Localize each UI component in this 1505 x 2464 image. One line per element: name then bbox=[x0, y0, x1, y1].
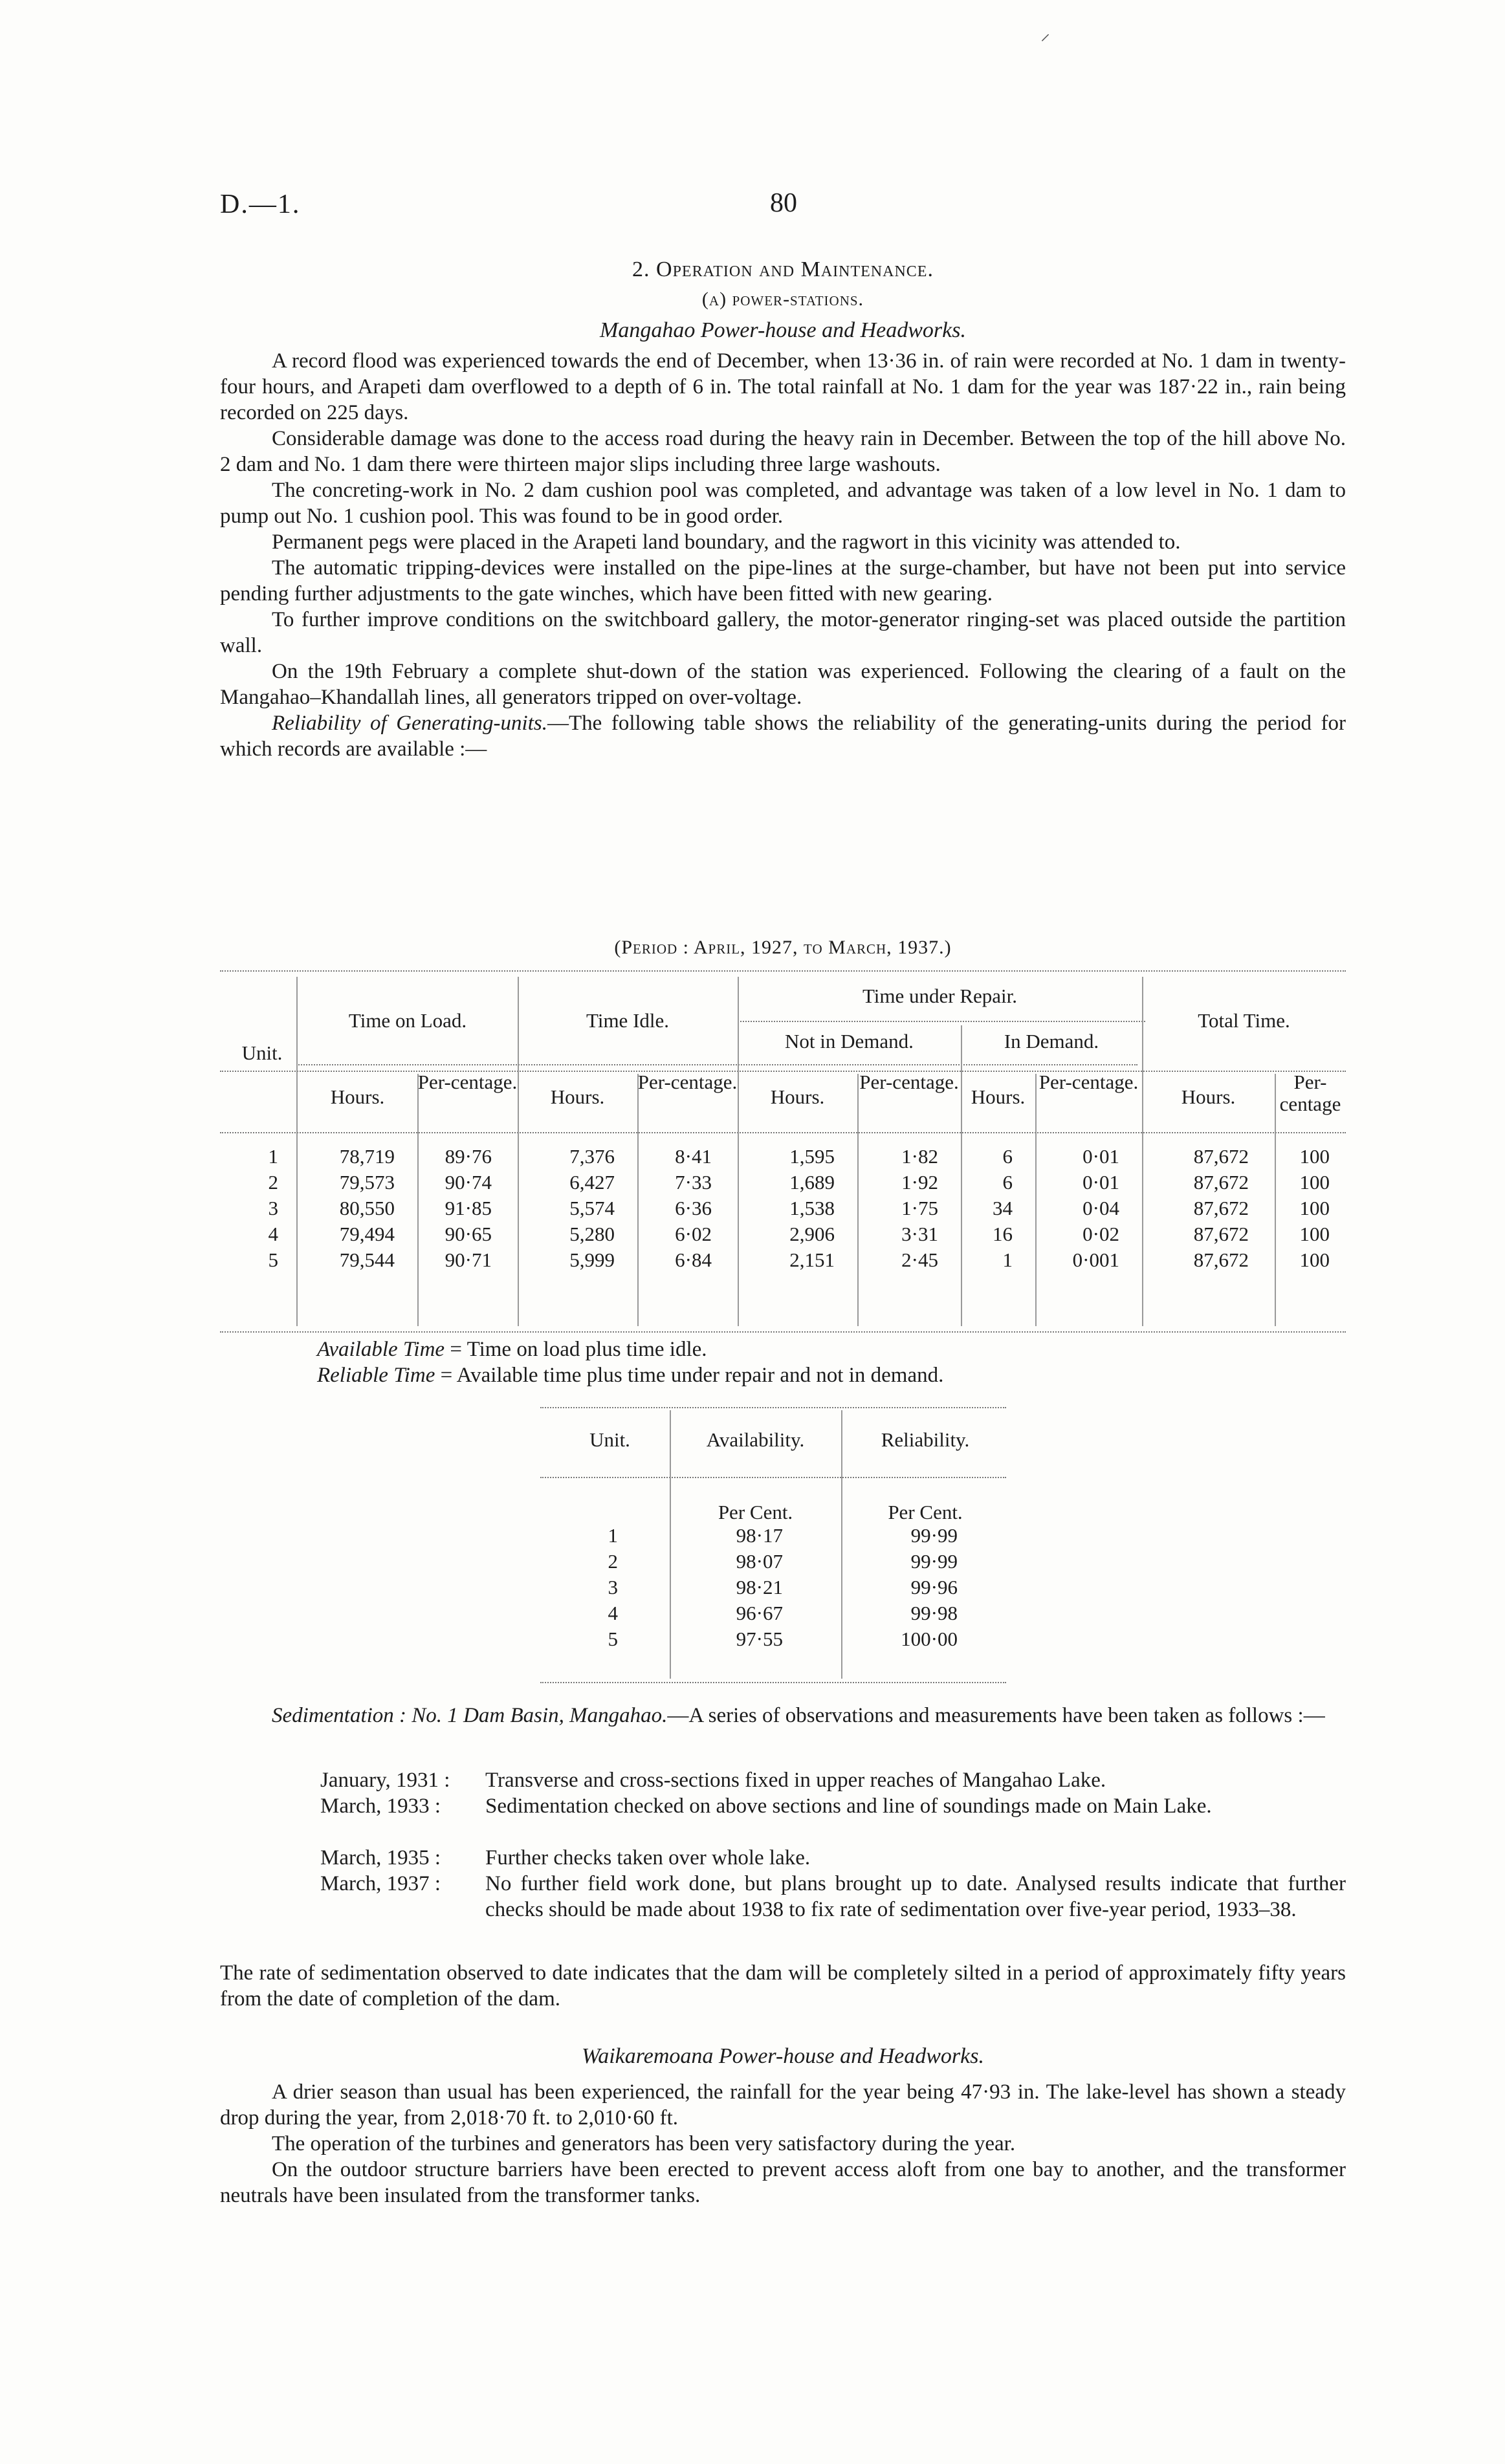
t1-cell-hours-idle: 5,280 bbox=[569, 1223, 615, 1245]
paragraph: A drier season than usual has been experienced, the rainfall for the year being 47·93 in. The lake-level has shown a steady drop during the year, from 2,018·70 ft. to 2,010·60 ft. bbox=[220, 2080, 1346, 2130]
t1-cell-pct-indemand: 0·02 bbox=[1082, 1223, 1119, 1245]
t2-unit-reliability: Per Cent. bbox=[888, 1501, 963, 1523]
page-number: 80 bbox=[770, 188, 797, 218]
paragraph: On the outdoor structure barriers have been erected to prevent access aloft from one bay to another, and the transformer neutrals have been insulated from the transformer tanks. bbox=[220, 2158, 1346, 2207]
sub-hours: Hours. bbox=[1181, 1085, 1236, 1108]
sed-text: Further checks taken over whole lake. bbox=[485, 1846, 811, 1870]
sedimentation-intro-text: —A series of observations and measurements have been taken as follows :— bbox=[667, 1704, 1325, 1727]
t1-cell-hours-load: 80,550 bbox=[339, 1197, 395, 1219]
t1-cell-pct-notdemand: 1·92 bbox=[901, 1171, 938, 1194]
sub-hours: Hours. bbox=[971, 1085, 1026, 1108]
t2-cell-reliability: 99·99 bbox=[910, 1524, 958, 1547]
sub-percentage: Per-centage. bbox=[859, 1071, 959, 1093]
paragraph: On the 19th February a complete shut-down of the station was experienced. Following the clearing of a fault on the Mangahao–Khandallah lines, all generators tripped on over-voltage. bbox=[220, 660, 1346, 709]
sedimentation-conclusion bbox=[220, 1960, 1346, 2012]
t1-cell-pct-notdemand: 1·82 bbox=[901, 1145, 938, 1168]
t1-cell-hours-idle: 5,999 bbox=[569, 1248, 615, 1271]
sub-percentage: Per-centage. bbox=[637, 1071, 738, 1093]
t1-cell-pct-load: 90·74 bbox=[445, 1171, 492, 1194]
t1-cell-hours-indemand: 6 bbox=[1002, 1171, 1013, 1194]
t1-cell-hours-idle: 6,427 bbox=[569, 1171, 615, 1194]
definition-available bbox=[317, 1336, 707, 1362]
t2-cell-unit: 3 bbox=[608, 1576, 618, 1598]
col-time-on-load: Time on Load. bbox=[348, 1009, 467, 1032]
t2-cell-availability: 98·21 bbox=[736, 1576, 783, 1598]
sub-percentage: Per-centage bbox=[1279, 1071, 1341, 1115]
t2-cell-availability: 97·55 bbox=[736, 1628, 783, 1650]
t1-cell-hours-total: 87,672 bbox=[1193, 1171, 1249, 1194]
corner-mark: ⸍ bbox=[1040, 31, 1050, 52]
t1-cell-pct-total: 100 bbox=[1299, 1145, 1330, 1168]
t1-cell-pct-notdemand: 1·75 bbox=[901, 1197, 938, 1219]
t1-cell-pct-total: 100 bbox=[1299, 1197, 1330, 1219]
paragraph-sedimentation bbox=[220, 1703, 1346, 1728]
waikaremoana-title: Waikaremoana Power-house and Headworks. bbox=[582, 2044, 984, 2068]
t1-cell-hours-total: 87,672 bbox=[1193, 1145, 1249, 1168]
t1-cell-hours-indemand: 1 bbox=[1002, 1248, 1013, 1271]
mangahao-text bbox=[220, 348, 1346, 762]
sed-date: March, 1935 : bbox=[320, 1846, 441, 1870]
t1-cell-hours-indemand: 6 bbox=[1002, 1145, 1013, 1168]
t2-cell-availability: 96·67 bbox=[736, 1602, 783, 1624]
t2-col-reliability: Reliability. bbox=[881, 1428, 970, 1451]
t1-cell-pct-idle: 6·84 bbox=[675, 1248, 712, 1271]
paragraph-reliability bbox=[220, 710, 1346, 762]
t2-cell-availability: 98·17 bbox=[736, 1524, 783, 1547]
t1-cell-unit: 2 bbox=[268, 1171, 278, 1194]
t1-cell-hours-total: 87,672 bbox=[1193, 1197, 1249, 1219]
t1-cell-hours-total: 87,672 bbox=[1193, 1223, 1249, 1245]
t2-cell-unit: 5 bbox=[608, 1628, 618, 1650]
t1-cell-hours-load: 78,719 bbox=[339, 1145, 395, 1168]
t1-cell-pct-idle: 8·41 bbox=[675, 1145, 712, 1168]
definition-text: = Available time plus time under repair and not in demand. bbox=[435, 1364, 944, 1387]
t1-cell-pct-load: 91·85 bbox=[445, 1197, 492, 1219]
sedimentation-heading: Sedimentation : No. 1 Dam Basin, Mangahao. bbox=[272, 1704, 668, 1727]
section-title: 2. Operation and Maintenance. bbox=[632, 257, 934, 281]
sed-date: March, 1933 : bbox=[320, 1794, 441, 1818]
sedimentation-intro bbox=[220, 1703, 1346, 1728]
t1-cell-hours-idle: 5,574 bbox=[569, 1197, 615, 1219]
t1-cell-pct-notdemand: 2·45 bbox=[901, 1248, 938, 1271]
sed-text-span: Sedimentation checked on above sections and line of soundings made on Main Lake. bbox=[485, 1794, 1212, 1818]
t1-cell-hours-indemand: 16 bbox=[993, 1223, 1013, 1245]
t1-cell-pct-indemand: 0·01 bbox=[1082, 1171, 1119, 1194]
t2-cell-unit: 2 bbox=[608, 1550, 618, 1573]
t1-cell-unit: 1 bbox=[268, 1145, 278, 1168]
paragraph: To further improve conditions on the switchboard gallery, the motor-generator ringing-set was placed outside the partition wall. bbox=[220, 608, 1346, 657]
t1-cell-pct-notdemand: 3·31 bbox=[901, 1223, 938, 1245]
reliability-intro-text: —The following table shows the reliability of the generating-units during the period for which records are available :— bbox=[220, 712, 1346, 761]
sub-percentage: Per-centage. bbox=[417, 1071, 518, 1093]
t2-cell-reliability: 100·00 bbox=[901, 1628, 958, 1650]
t2-cell-reliability: 99·98 bbox=[910, 1602, 958, 1624]
t1-cell-pct-load: 90·65 bbox=[445, 1223, 492, 1245]
paragraph: The concreting-work in No. 2 dam cushion pool was completed, and advantage was taken of a low level in No. 1 dam to pump out No. 1 cushion pool. This was found to be in good order. bbox=[220, 479, 1346, 528]
t1-cell-pct-indemand: 0·01 bbox=[1082, 1145, 1119, 1168]
sed-text bbox=[485, 1793, 1346, 1819]
subsection-title: (a) power-stations. bbox=[701, 289, 864, 310]
waikaremoana-text bbox=[220, 2079, 1346, 2208]
t1-cell-pct-total: 100 bbox=[1299, 1171, 1330, 1194]
t2-unit-availability: Per Cent. bbox=[718, 1501, 793, 1523]
sub-hours: Hours. bbox=[330, 1085, 385, 1108]
t1-cell-hours-notdemand: 1,595 bbox=[789, 1145, 835, 1168]
t1-cell-hours-notdemand: 2,906 bbox=[789, 1223, 835, 1245]
t1-cell-hours-idle: 7,376 bbox=[569, 1145, 615, 1168]
sub-hours: Hours. bbox=[770, 1085, 825, 1108]
sed-text bbox=[485, 1871, 1346, 1923]
col-time-under-repair: Time under Repair. bbox=[862, 985, 1018, 1007]
t1-cell-hours-indemand: 34 bbox=[993, 1197, 1013, 1219]
t2-cell-unit: 1 bbox=[608, 1524, 618, 1547]
t1-cell-hours-notdemand: 1,538 bbox=[789, 1197, 835, 1219]
t2-col-unit: Unit. bbox=[589, 1428, 630, 1451]
t1-cell-pct-indemand: 0·001 bbox=[1072, 1248, 1119, 1271]
t1-cell-hours-notdemand: 1,689 bbox=[789, 1171, 835, 1194]
t1-cell-pct-idle: 6·36 bbox=[675, 1197, 712, 1219]
t1-cell-pct-idle: 7·33 bbox=[675, 1171, 712, 1194]
definition-text: = Time on load plus time idle. bbox=[445, 1338, 707, 1361]
sub-percentage: Per-centage. bbox=[1038, 1071, 1139, 1093]
t1-cell-unit: 5 bbox=[268, 1248, 278, 1271]
t1-cell-pct-load: 90·71 bbox=[445, 1248, 492, 1271]
t1-cell-hours-load: 79,573 bbox=[339, 1171, 395, 1194]
definition-term: Reliable Time bbox=[317, 1364, 435, 1387]
t2-col-availability: Availability. bbox=[706, 1428, 805, 1451]
definition-reliable bbox=[317, 1362, 943, 1388]
t1-cell-pct-total: 100 bbox=[1299, 1223, 1330, 1245]
sed-date: March, 1937 : bbox=[320, 1872, 441, 1895]
col-in-demand: In Demand. bbox=[1004, 1030, 1099, 1052]
paragraph: The rate of sedimentation observed to date indicates that the dam will be completely silted in a period of approximately fifty years from the date of completion of the dam. bbox=[220, 1961, 1346, 2011]
t2-cell-reliability: 99·96 bbox=[910, 1576, 958, 1598]
t1-cell-pct-load: 89·76 bbox=[445, 1145, 492, 1168]
t1-cell-unit: 4 bbox=[268, 1223, 278, 1245]
t1-cell-hours-total: 87,672 bbox=[1193, 1248, 1249, 1271]
t1-cell-pct-total: 100 bbox=[1299, 1248, 1330, 1271]
sed-text-span: No further field work done, but plans brought up to date. Analysed results indicate that further checks should be made about 1938 to fix rate of sedimentation over five-year period, 1933–38. bbox=[485, 1872, 1346, 1921]
paragraph: The operation of the turbines and generators has been very satisfactory during the year. bbox=[272, 2132, 1016, 2155]
t2-cell-reliability: 99·99 bbox=[910, 1550, 958, 1573]
t1-cell-pct-idle: 6·02 bbox=[675, 1223, 712, 1245]
t1-cell-hours-notdemand: 2,151 bbox=[789, 1248, 835, 1271]
paragraph: A record flood was experienced towards the end of December, when 13·36 in. of rain were recorded at No. 1 dam in twenty-four hours, and Arapeti dam overflowed to a depth of 6 in. The total rainfall at No. 1 dam for the year was 187·22 in., rain being recorded on 225 days. bbox=[220, 349, 1346, 424]
table1-period: (Period : April, 1927, to March, 1937.) bbox=[614, 937, 952, 958]
paragraph: Permanent pegs were placed in the Arapeti land boundary, and the ragwort in this vicinity was attended to. bbox=[272, 530, 1181, 554]
col-time-idle: Time Idle. bbox=[586, 1009, 670, 1032]
sed-date: January, 1931 : bbox=[320, 1769, 450, 1792]
col-total-time: Total Time. bbox=[1198, 1009, 1290, 1032]
t1-cell-unit: 3 bbox=[268, 1197, 278, 1219]
col-unit: Unit. bbox=[241, 1041, 283, 1064]
definition-term: Available Time bbox=[317, 1338, 445, 1361]
col-not-in-demand: Not in Demand. bbox=[785, 1030, 914, 1052]
reliability-heading: Reliability of Generating-units. bbox=[272, 712, 547, 735]
t1-cell-pct-indemand: 0·04 bbox=[1082, 1197, 1119, 1219]
sub-hours: Hours. bbox=[550, 1085, 605, 1108]
t1-cell-hours-load: 79,544 bbox=[339, 1248, 395, 1271]
t1-cell-hours-load: 79,494 bbox=[339, 1223, 395, 1245]
section-code: D.—1. bbox=[220, 190, 301, 219]
t2-cell-unit: 4 bbox=[608, 1602, 618, 1624]
t2-cell-availability: 98·07 bbox=[736, 1550, 783, 1573]
paragraph: The automatic tripping-devices were installed on the pipe-lines at the surge-chamber, but have not been put into service pending further adjustments to the gate winches, which have been fitted with new gearing. bbox=[220, 556, 1346, 605]
paragraph: Considerable damage was done to the access road during the heavy rain in December. Between the top of the hill above No. 2 dam and No. 1 dam there were thirteen major slips including three large washouts. bbox=[220, 427, 1346, 476]
sed-text: Transverse and cross-sections fixed in upper reaches of Mangahao Lake. bbox=[485, 1769, 1106, 1792]
mangahao-title: Mangahao Power-house and Headworks. bbox=[600, 318, 966, 342]
